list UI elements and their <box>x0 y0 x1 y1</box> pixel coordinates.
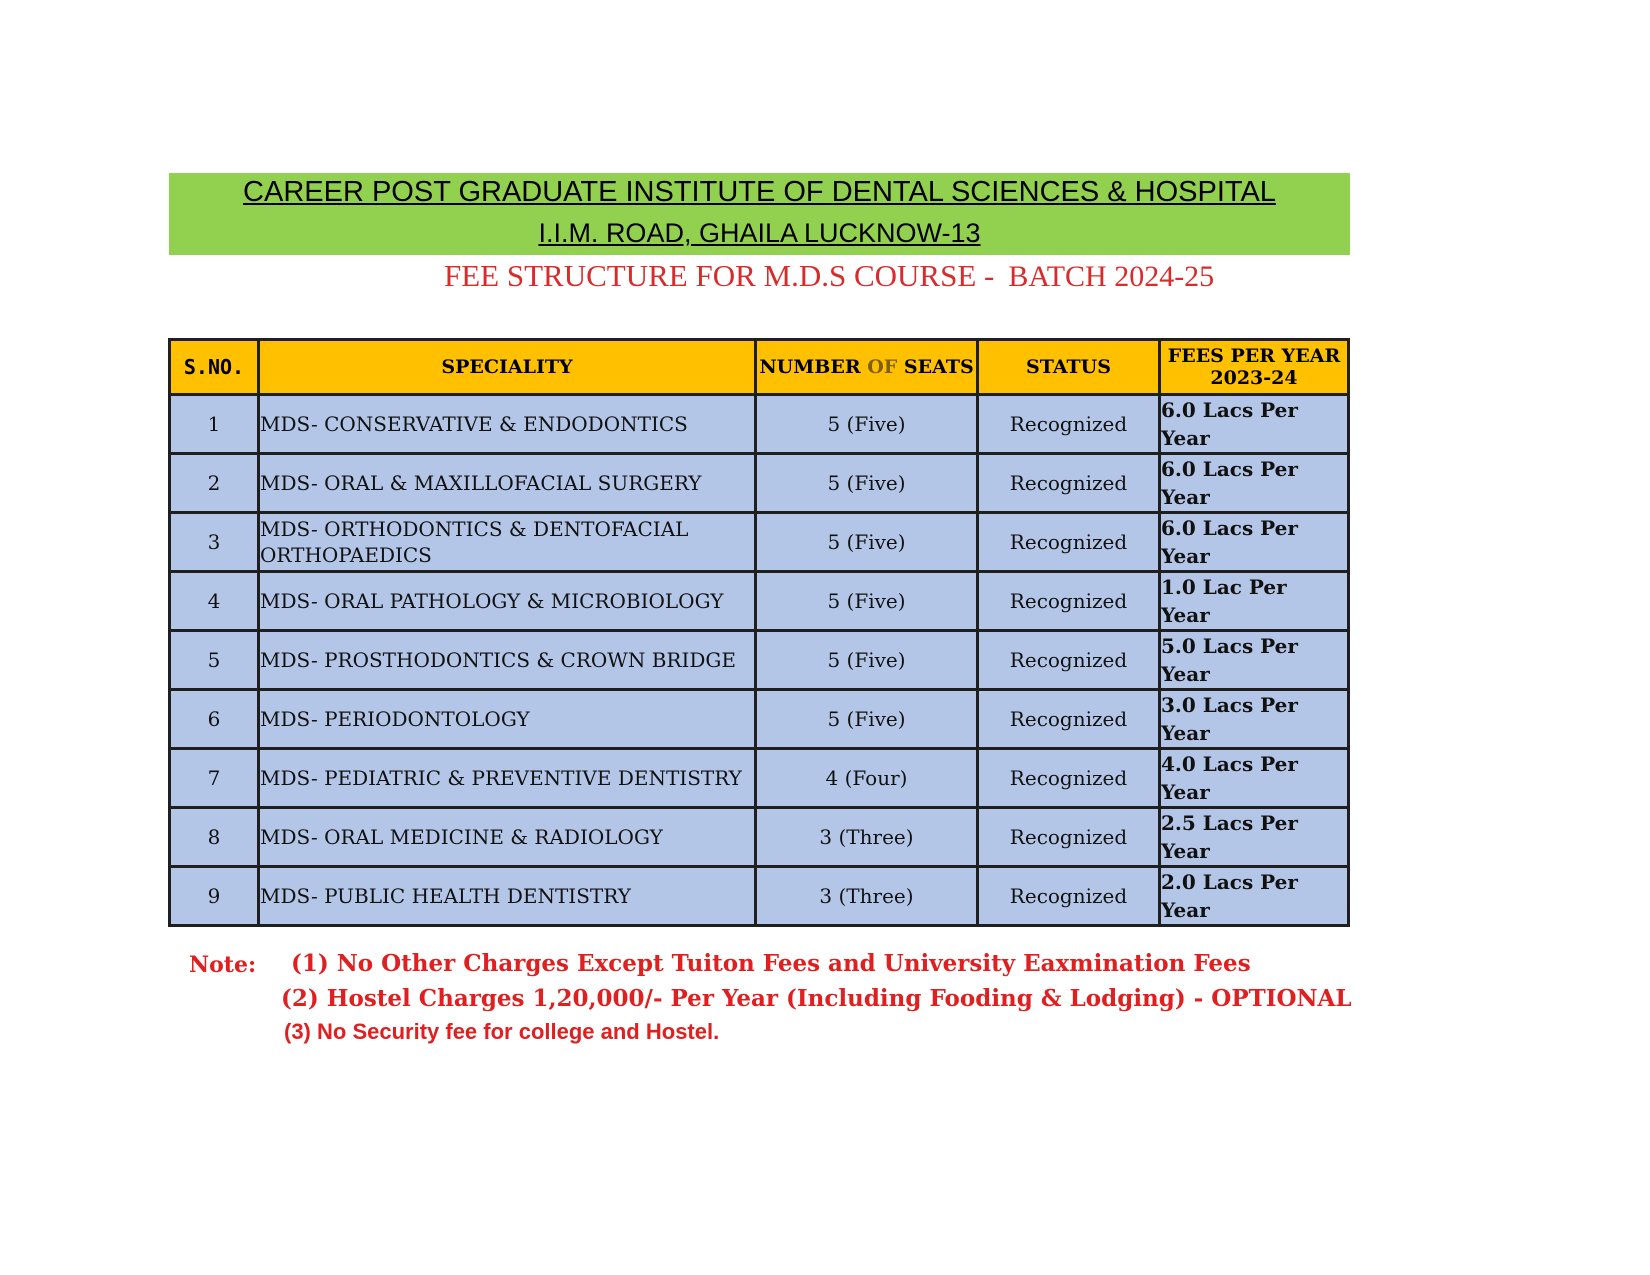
fee-title-text: FEE STRUCTURE FOR M.D.S COURSE - <box>444 258 995 293</box>
table-row <box>170 631 1349 690</box>
cell-seats: 5 (Five) <box>756 513 978 572</box>
table-row <box>170 395 1349 454</box>
cell-fee <box>1160 690 1349 749</box>
fee-amount: 2.5 Lacs Per <box>1161 811 1298 835</box>
fee-unit: Year <box>1161 721 1210 745</box>
cell-speciality: MDS- ORAL MEDICINE & RADIOLOGY <box>259 808 756 867</box>
cell-fee <box>1160 572 1349 631</box>
cell-fee <box>1160 631 1349 690</box>
fee-unit: Year <box>1161 662 1210 686</box>
note-item-2: (2) Hostel Charges 1,20,000/- Per Year (Including Fooding & Lodging) - OPTIONAL <box>281 985 1352 1012</box>
table-row <box>170 572 1349 631</box>
note-label: Note: <box>189 952 257 978</box>
fee-amount: 3.0 Lacs Per <box>1161 693 1298 717</box>
cell-status: Recognized <box>978 749 1160 808</box>
cell-seats: 4 (Four) <box>756 749 978 808</box>
fee-table <box>168 338 1350 927</box>
cell-seats: 3 (Three) <box>756 867 978 926</box>
cell-sno: 3 <box>170 513 259 572</box>
note-item-1: (1) No Other Charges Except Tuiton Fees and University Eaxmination Fees <box>291 950 1251 977</box>
cell-status: Recognized <box>978 395 1160 454</box>
cell-speciality: MDS- PEDIATRIC & PREVENTIVE DENTISTRY <box>259 749 756 808</box>
cell-seats: 5 (Five) <box>756 395 978 454</box>
cell-fee <box>1160 454 1349 513</box>
cell-sno: 5 <box>170 631 259 690</box>
cell-fee <box>1160 513 1349 572</box>
table-row <box>170 867 1349 926</box>
cell-status: Recognized <box>978 867 1160 926</box>
fee-unit: Year <box>1161 780 1210 804</box>
fee-amount: 6.0 Lacs Per <box>1161 398 1298 422</box>
cell-fee <box>1160 867 1349 926</box>
cell-status: Recognized <box>978 631 1160 690</box>
fee-amount: 4.0 Lacs Per <box>1161 752 1298 776</box>
cell-speciality: MDS- ORAL & MAXILLOFACIAL SURGERY <box>259 454 756 513</box>
cell-sno: 7 <box>170 749 259 808</box>
col-header-status: STATUS <box>978 340 1160 395</box>
cell-seats: 5 (Five) <box>756 572 978 631</box>
cell-speciality: MDS- PROSTHODONTICS & CROWN BRIDGE <box>259 631 756 690</box>
fee-amount: 2.0 Lacs Per <box>1161 870 1298 894</box>
note-item-3: (3) No Security fee for college and Hostel. <box>284 1019 720 1044</box>
cell-status: Recognized <box>978 572 1160 631</box>
fee-unit: Year <box>1161 898 1210 922</box>
fee-amount: 6.0 Lacs Per <box>1161 457 1298 481</box>
cell-sno: 6 <box>170 690 259 749</box>
cell-speciality: MDS- PUBLIC HEALTH DENTISTRY <box>259 867 756 926</box>
fees-header-line2: 2023-24 <box>1210 367 1298 389</box>
cell-sno: 9 <box>170 867 259 926</box>
cell-speciality: MDS- ORAL PATHOLOGY & MICROBIOLOGY <box>259 572 756 631</box>
table-row <box>170 454 1349 513</box>
fee-unit: Year <box>1161 544 1210 568</box>
fee-unit: Year <box>1161 839 1210 863</box>
institute-name: CAREER POST GRADUATE INSTITUTE OF DENTAL SCIENCES & HOSPITAL <box>243 176 1276 208</box>
cell-sno: 2 <box>170 454 259 513</box>
cell-sno: 8 <box>170 808 259 867</box>
fee-unit: Year <box>1161 485 1210 509</box>
table-row <box>170 749 1349 808</box>
fee-amount: 5.0 Lacs Per <box>1161 634 1298 658</box>
cell-speciality: MDS- CONSERVATIVE & ENDODONTICS <box>259 395 756 454</box>
col-header-seats <box>756 340 978 395</box>
cell-speciality: MDS- PERIODONTOLOGY <box>259 690 756 749</box>
seats-header-b: SEATS <box>903 356 974 378</box>
cell-sno: 4 <box>170 572 259 631</box>
seats-header-a: NUMBER <box>759 356 861 378</box>
cell-fee <box>1160 749 1349 808</box>
fee-amount: 6.0 Lacs Per <box>1161 516 1298 540</box>
cell-fee <box>1160 395 1349 454</box>
table-row <box>170 513 1349 572</box>
cell-status: Recognized <box>978 690 1160 749</box>
fee-unit: Year <box>1161 603 1210 627</box>
batch-label: BATCH 2024-25 <box>1008 260 1215 293</box>
fee-unit: Year <box>1161 426 1210 450</box>
fee-amount: 1.0 Lac Per <box>1161 575 1287 599</box>
institute-address: I.I.M. ROAD, GHAILA LUCKNOW-13 <box>538 218 981 248</box>
cell-status: Recognized <box>978 454 1160 513</box>
cell-speciality: MDS- ORTHODONTICS & DENTOFACIAL ORTHOPAEDICS <box>259 513 756 572</box>
col-header-speciality: SPECIALITY <box>259 340 756 395</box>
cell-seats: 5 (Five) <box>756 690 978 749</box>
table-header-row <box>170 340 1349 395</box>
cell-fee <box>1160 808 1349 867</box>
fees-header-line1: FEES PER YEAR <box>1167 345 1341 367</box>
seats-header-of: OF <box>867 356 898 378</box>
cell-seats: 5 (Five) <box>756 454 978 513</box>
cell-seats: 3 (Three) <box>756 808 978 867</box>
table-row <box>170 808 1349 867</box>
fee-structure-title <box>444 258 1214 294</box>
table-row <box>170 690 1349 749</box>
cell-status: Recognized <box>978 808 1160 867</box>
col-header-sno: S.NO. <box>170 340 259 395</box>
cell-status: Recognized <box>978 513 1160 572</box>
col-header-fees <box>1160 340 1349 395</box>
cell-sno: 1 <box>170 395 259 454</box>
cell-seats: 5 (Five) <box>756 631 978 690</box>
